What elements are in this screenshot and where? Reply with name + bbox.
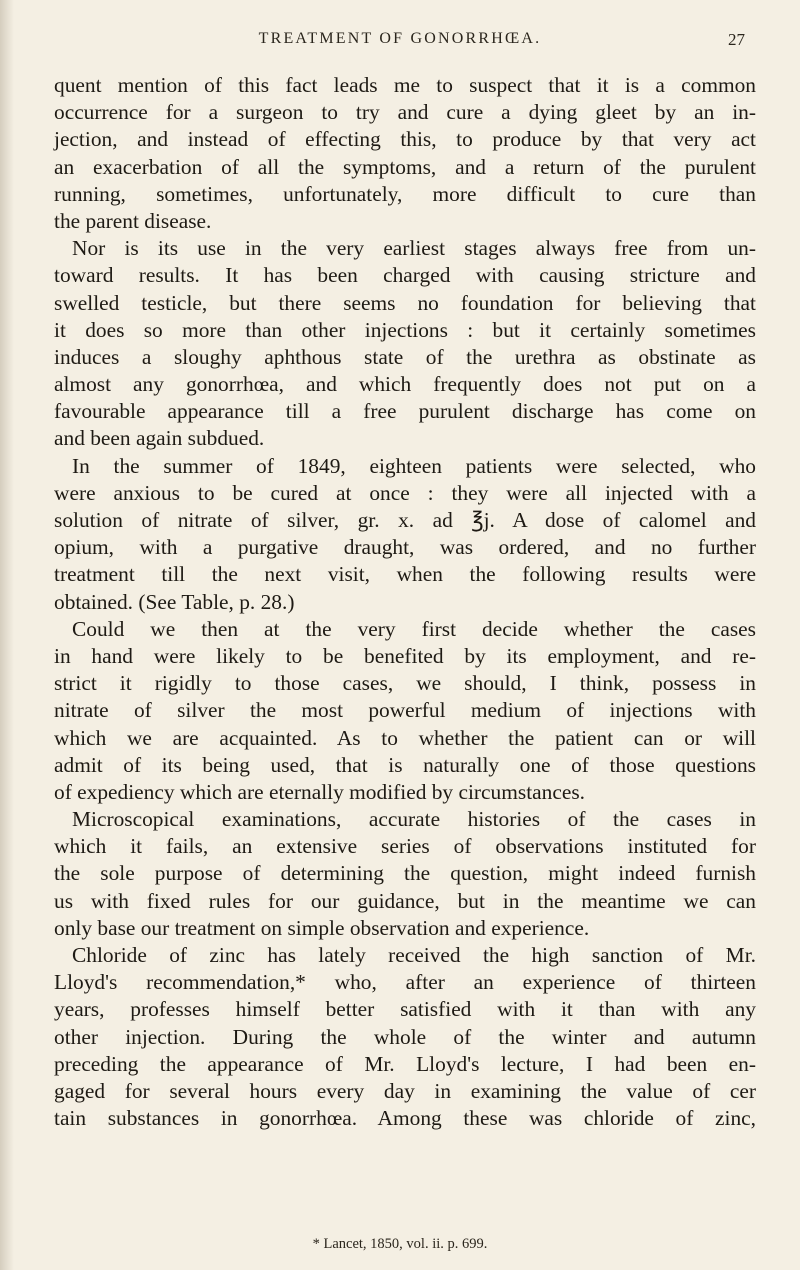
text-line: other injection. During the whole of the winter and autumn xyxy=(54,1024,756,1049)
body-text xyxy=(54,72,756,1132)
text-line: swelled testicle, but there seems no foundation for believing that xyxy=(54,290,756,315)
text-line: toward results. It has been charged with causing stricture and xyxy=(54,263,756,288)
text-line: obtained. (See Table, p. 28.) xyxy=(54,589,295,614)
text-line: in hand were likely to be benefited by its employment, and re- xyxy=(54,643,756,668)
text-line: Could we then at the very first decide whether the cases xyxy=(72,616,756,641)
text-line: occurrence for a surgeon to try and cure a dying gleet by an in- xyxy=(54,100,756,125)
text-line: tain substances in gonorrhœa. Among these was chloride of zinc, xyxy=(54,1106,756,1131)
page-number: 27 xyxy=(728,30,745,49)
text-line: strict it rigidly to those cases, we should, I think, possess in xyxy=(54,671,756,696)
running-head xyxy=(0,30,800,54)
text-line: an exacerbation of all the symptoms, and a return of the purulent xyxy=(54,154,756,179)
text-line: Chloride of zinc has lately received the high sanction of Mr. xyxy=(72,943,756,967)
text-line: which it fails, an extensive series of observations instituted for xyxy=(54,834,756,859)
text-line: of expediency which are eternally modified by circumstances. xyxy=(54,779,585,804)
text-line: preceding the appearance of Mr. Lloyd's lecture, I had been en- xyxy=(54,1051,756,1076)
text-line: us with fixed rules for our guidance, but in the meantime we can xyxy=(54,888,756,913)
text-line: the sole purpose of determining the question, might indeed furnish xyxy=(54,861,756,886)
text-line: induces a sloughy aphthous state of the urethra as obstinate as xyxy=(54,344,756,369)
text-line: opium, with a purgative draught, was ordered, and no further xyxy=(54,535,756,560)
text-line: jection, and instead of effecting this, to produce by that very act xyxy=(54,127,756,152)
text-line: Lloyd's recommendation,* who, after an experience of thirteen xyxy=(54,970,756,995)
text-line: only base our treatment on simple observation and experience. xyxy=(54,915,590,940)
text-line: In the summer of 1849, eighteen patients were selected, who xyxy=(72,453,756,478)
text-line: years, professes himself better satisfied with it than with any xyxy=(54,997,756,1022)
running-title: TREATMENT OF GONORRHŒA. xyxy=(258,30,542,47)
text-line: Nor is its use in the very earliest stages always free from un- xyxy=(72,236,756,261)
text-line: favourable appearance till a free purulent discharge has come on xyxy=(54,399,756,424)
text-line: solution of nitrate of silver, gr. x. ad ℥j. A dose of calomel and xyxy=(54,508,756,532)
text-line: running, sometimes, unfortunately, more difficult to cure than xyxy=(54,181,756,206)
text-line: nitrate of silver the most powerful medium of injections with xyxy=(54,698,756,723)
text-line: it does so more than other injections : but it certainly sometimes xyxy=(54,317,756,342)
text-line: the parent disease. xyxy=(54,208,212,233)
text-line: gaged for several hours every day in examining the value of cer xyxy=(54,1078,756,1103)
text-line: and been again subdued. xyxy=(54,426,265,451)
text-line: treatment till the next visit, when the following results were xyxy=(54,562,756,587)
text-line: which we are acquainted. As to whether the patient can or will xyxy=(54,725,756,750)
footnote: * Lancet, 1850, vol. ii. p. 699. xyxy=(312,1236,488,1252)
page-edge-shadow xyxy=(0,0,14,1270)
text-line: quent mention of this fact leads me to suspect that it is a common xyxy=(54,73,756,97)
text-line: Microscopical examinations, accurate histories of the cases in xyxy=(72,807,756,832)
text-line: admit of its being used, that is naturally one of those questions xyxy=(54,752,756,777)
text-line: were anxious to be cured at once : they were all injected with a xyxy=(54,480,756,505)
text-line: almost any gonorrhœa, and which frequently does not put on a xyxy=(54,372,756,397)
